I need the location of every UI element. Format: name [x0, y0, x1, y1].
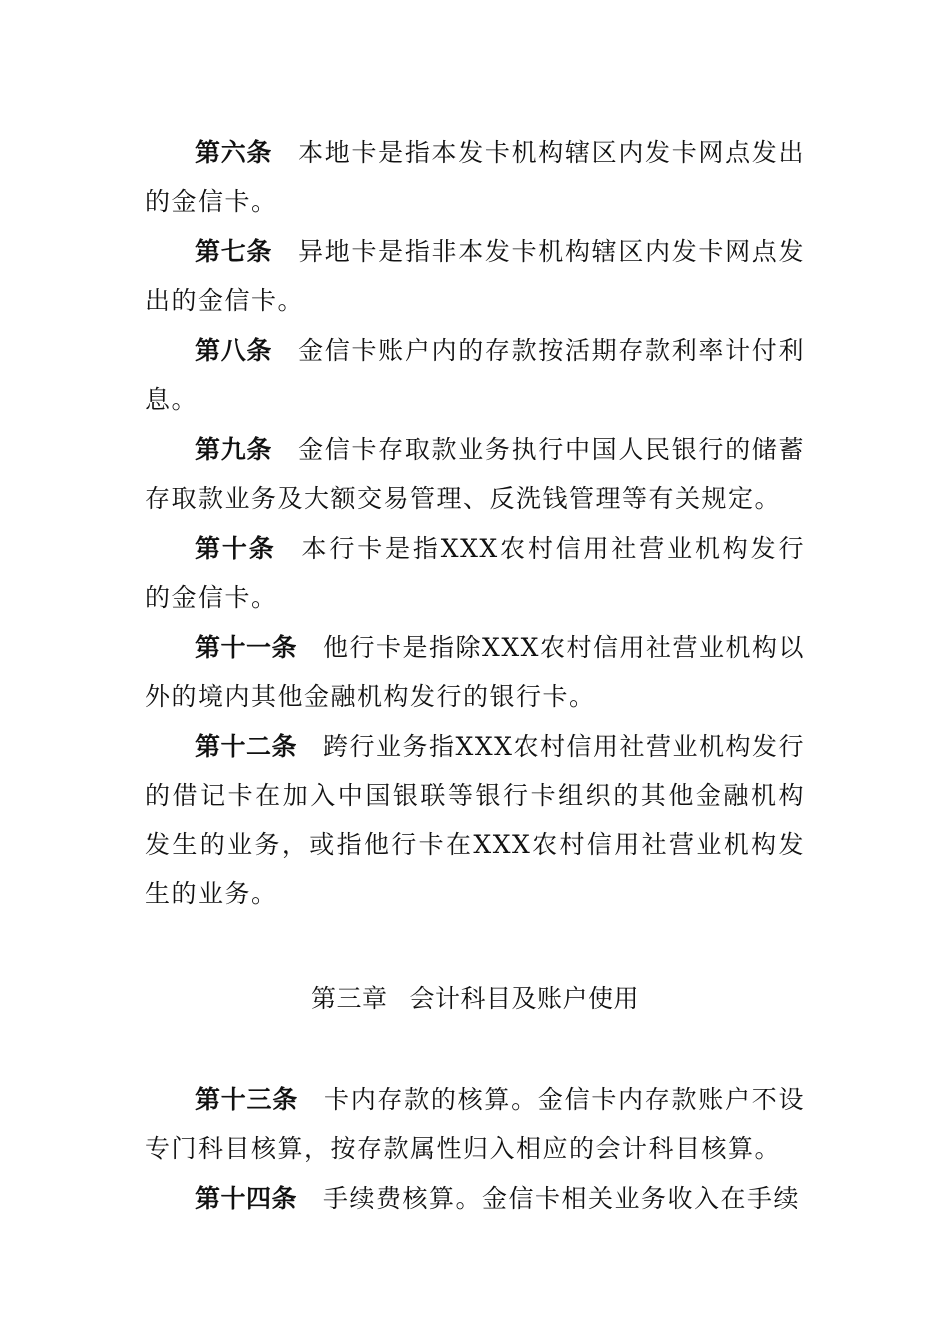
- article-text: 手续费核算。金信卡相关业务收入在手续: [323, 1184, 801, 1213]
- article-6: [145, 128, 805, 226]
- article-text: 他行卡是指除XXX农村信用社营业机构以外的境内其他金融机构发行的银行卡。: [145, 633, 805, 711]
- article-text: 本行卡是指XXX农村信用社营业机构发行的金信卡。: [145, 534, 805, 612]
- chapter-heading: [0, 982, 950, 1016]
- chapter-title: 会计科目及账户使用: [409, 984, 640, 1013]
- article-label: 第十条: [195, 534, 276, 563]
- article-label: 第七条: [195, 237, 273, 266]
- chapter-number: 第三章: [310, 984, 388, 1013]
- article-text: 卡内存款的核算。金信卡内存款账户不设专门科目核算，按存款属性归入相应的会计科目核算。: [145, 1085, 805, 1163]
- article-label: 第九条: [195, 435, 273, 464]
- article-14: [145, 1174, 805, 1223]
- article-text: 跨行业务指XXX农村信用社营业机构发行的借记卡在加入中国银联等银行卡组织的其他金融机构发生的业务，或指他行卡在XXX农村信用社营业机构发生的业务。: [145, 732, 805, 908]
- article-label: 第六条: [195, 138, 273, 167]
- article-label: 第八条: [195, 336, 273, 365]
- article-label: 第十四条: [195, 1184, 298, 1213]
- article-10: [145, 524, 805, 622]
- article-text: 金信卡存取款业务执行中国人民银行的储蓄存取款业务及大额交易管理、反洗钱管理等有关规定。: [145, 435, 805, 513]
- article-11: [145, 623, 805, 721]
- article-9: [145, 425, 805, 523]
- article-8: [145, 326, 805, 424]
- article-13: [145, 1075, 805, 1173]
- article-text: 本地卡是指本发卡机构辖区内发卡网点发出的金信卡。: [145, 138, 805, 216]
- article-text: 金信卡账户内的存款按活期存款利率计付利息。: [145, 336, 805, 414]
- article-label: 第十二条: [195, 732, 298, 761]
- article-label: 第十一条: [195, 633, 298, 662]
- article-7: [145, 227, 805, 325]
- article-12: [145, 722, 805, 918]
- article-label: 第十三条: [195, 1085, 298, 1114]
- article-text: 异地卡是指非本发卡机构辖区内发卡网点发出的金信卡。: [145, 237, 805, 315]
